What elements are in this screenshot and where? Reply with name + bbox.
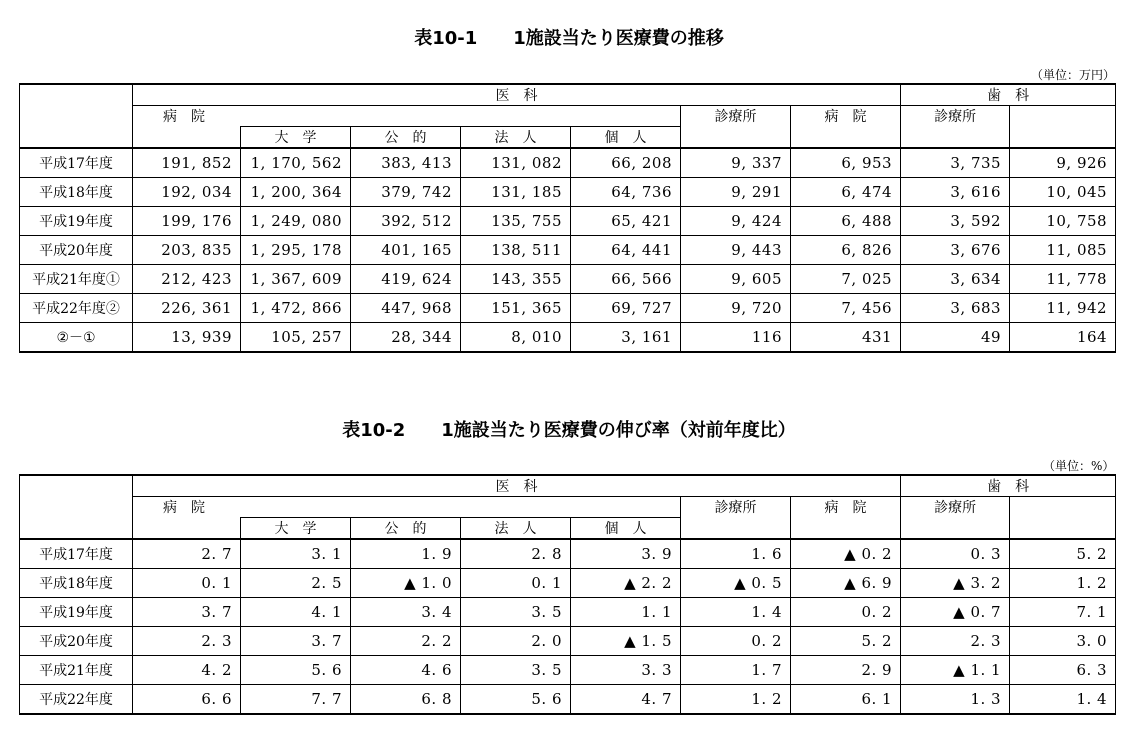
header-byoin: 病 院 — [133, 106, 681, 127]
row-label: 平成17年度 — [20, 148, 133, 178]
data-cell: 3. 9 — [571, 539, 681, 569]
data-cell: 199, 176 — [133, 207, 241, 236]
header-shika-byoin: 病 院 — [791, 106, 901, 149]
data-cell: ▲ 1. 1 — [901, 656, 1010, 685]
data-cell: 143, 355 — [461, 265, 571, 294]
data-cell: 6, 488 — [791, 207, 901, 236]
data-cell: 4. 7 — [571, 685, 681, 715]
row-label: 平成22年度② — [20, 294, 133, 323]
data-cell: 3. 1 — [241, 539, 351, 569]
data-cell: 5. 6 — [461, 685, 571, 715]
data-cell: 0. 2 — [791, 598, 901, 627]
data-cell: 3, 634 — [901, 265, 1010, 294]
data-cell: ▲ 0. 2 — [791, 539, 901, 569]
data-cell: 3, 616 — [901, 178, 1010, 207]
data-cell: 131, 185 — [461, 178, 571, 207]
data-cell: 135, 755 — [461, 207, 571, 236]
row-label: 平成19年度 — [20, 207, 133, 236]
data-cell: ▲ 1. 5 — [571, 627, 681, 656]
table-row — [20, 294, 1116, 323]
data-cell: 28, 344 — [351, 323, 461, 353]
data-cell: 11, 778 — [1010, 265, 1116, 294]
data-cell: 2. 0 — [461, 627, 571, 656]
data-cell: 4. 6 — [351, 656, 461, 685]
header-byoin-blank — [133, 127, 241, 149]
data-cell: 1. 4 — [1010, 685, 1116, 715]
table-row — [20, 685, 1116, 715]
table-row — [20, 148, 1116, 178]
data-cell: 3. 0 — [1010, 627, 1116, 656]
data-cell: 401, 165 — [351, 236, 461, 265]
data-cell: 9, 926 — [1010, 148, 1116, 178]
data-cell: 4. 2 — [133, 656, 241, 685]
table-row — [20, 207, 1116, 236]
table-row — [20, 627, 1116, 656]
data-cell: 1. 2 — [1010, 569, 1116, 598]
row-label: 平成21年度 — [20, 656, 133, 685]
data-cell: ▲ 2. 2 — [571, 569, 681, 598]
header-ika: 医 科 — [133, 475, 901, 497]
data-cell: 3, 683 — [901, 294, 1010, 323]
header-hojin: 法 人 — [461, 518, 571, 540]
table-row — [20, 539, 1116, 569]
data-cell: ▲ 0. 7 — [901, 598, 1010, 627]
table-row — [20, 569, 1116, 598]
data-cell: 1, 170, 562 — [241, 148, 351, 178]
data-cell: 10, 045 — [1010, 178, 1116, 207]
data-cell: 1, 295, 178 — [241, 236, 351, 265]
data-cell: 3. 7 — [241, 627, 351, 656]
header-shika-shinryojo: 診療所 — [901, 106, 1010, 149]
data-cell: 192, 034 — [133, 178, 241, 207]
data-cell: 5. 2 — [1010, 539, 1116, 569]
data-cell: 3. 5 — [461, 598, 571, 627]
data-cell: 2. 8 — [461, 539, 571, 569]
data-cell: 6, 474 — [791, 178, 901, 207]
header-byoin: 病 院 — [133, 497, 681, 518]
header-byoin-blank — [133, 518, 241, 540]
data-cell: 69, 727 — [571, 294, 681, 323]
data-cell: 2. 3 — [133, 627, 241, 656]
table2-title: 表10-2 1施設当たり医療費の伸び率（対前年度比） — [342, 420, 796, 441]
data-cell: 1. 4 — [681, 598, 791, 627]
data-cell: 0. 1 — [461, 569, 571, 598]
data-cell: 379, 742 — [351, 178, 461, 207]
data-cell: 11, 085 — [1010, 236, 1116, 265]
table1-unit: （単位：万円） — [1031, 68, 1116, 82]
header-kojin: 個 人 — [571, 127, 681, 149]
data-cell: 7, 456 — [791, 294, 901, 323]
data-cell: 7. 7 — [241, 685, 351, 715]
data-cell: 392, 512 — [351, 207, 461, 236]
data-cell: 164 — [1010, 323, 1116, 353]
data-cell: 6. 3 — [1010, 656, 1116, 685]
data-cell: 1, 367, 609 — [241, 265, 351, 294]
data-cell: 2. 3 — [901, 627, 1010, 656]
data-cell: ▲ 0. 5 — [681, 569, 791, 598]
data-cell: 116 — [681, 323, 791, 353]
data-cell: 226, 361 — [133, 294, 241, 323]
header-daigaku: 大 学 — [241, 518, 351, 540]
data-cell: 6. 6 — [133, 685, 241, 715]
data-cell: 49 — [901, 323, 1010, 353]
row-label: 平成20年度 — [20, 236, 133, 265]
row-label: 平成19年度 — [20, 598, 133, 627]
header-shinryojo: 診療所 — [681, 497, 791, 540]
data-cell: 3, 161 — [571, 323, 681, 353]
row-label: 平成18年度 — [20, 178, 133, 207]
corner-cell — [20, 475, 133, 539]
data-cell: 3. 4 — [351, 598, 461, 627]
data-cell: 9, 424 — [681, 207, 791, 236]
row-label: 平成18年度 — [20, 569, 133, 598]
header-shika: 歯 科 — [901, 84, 1116, 106]
header-hojin: 法 人 — [461, 127, 571, 149]
table1-title: 表10-1 1施設当たり医療費の推移 — [414, 28, 724, 49]
data-cell: 212, 423 — [133, 265, 241, 294]
row-label: 平成22年度 — [20, 685, 133, 715]
data-cell: 5. 6 — [241, 656, 351, 685]
data-cell: 66, 208 — [571, 148, 681, 178]
data-cell: 1. 3 — [901, 685, 1010, 715]
header-shika-byoin: 病 院 — [791, 497, 901, 540]
table2 — [19, 474, 1116, 715]
data-cell: 105, 257 — [241, 323, 351, 353]
table-row — [20, 598, 1116, 627]
data-cell: 4. 1 — [241, 598, 351, 627]
header-shika: 歯 科 — [901, 475, 1116, 497]
data-cell: 9, 605 — [681, 265, 791, 294]
row-label: 平成21年度① — [20, 265, 133, 294]
corner-cell — [20, 84, 133, 148]
data-cell: 0. 2 — [681, 627, 791, 656]
data-cell: 0. 3 — [901, 539, 1010, 569]
table1 — [19, 83, 1116, 353]
header-kojin: 個 人 — [571, 518, 681, 540]
table2-body — [20, 539, 1116, 714]
header-ika: 医 科 — [133, 84, 901, 106]
data-cell: 64, 736 — [571, 178, 681, 207]
row-label: ②－① — [20, 323, 133, 353]
data-cell: 6. 8 — [351, 685, 461, 715]
table-row — [20, 178, 1116, 207]
data-cell: 131, 082 — [461, 148, 571, 178]
data-cell: ▲ 6. 9 — [791, 569, 901, 598]
data-cell: 3. 7 — [133, 598, 241, 627]
data-cell: ▲ 3. 2 — [901, 569, 1010, 598]
data-cell: 6, 953 — [791, 148, 901, 178]
header-koteki: 公 的 — [351, 127, 461, 149]
data-cell: 1. 6 — [681, 539, 791, 569]
data-cell: 7. 1 — [1010, 598, 1116, 627]
data-cell: 2. 2 — [351, 627, 461, 656]
row-label: 平成20年度 — [20, 627, 133, 656]
table-row — [20, 265, 1116, 294]
data-cell: 1. 2 — [681, 685, 791, 715]
data-cell: 447, 968 — [351, 294, 461, 323]
table-row — [20, 323, 1116, 353]
data-cell: 3. 3 — [571, 656, 681, 685]
table2-unit: （単位：%） — [1043, 459, 1115, 473]
data-cell: 9, 291 — [681, 178, 791, 207]
header-shinryojo: 診療所 — [681, 106, 791, 149]
data-cell: 66, 566 — [571, 265, 681, 294]
data-cell: 65, 421 — [571, 207, 681, 236]
table-row — [20, 656, 1116, 685]
data-cell: 2. 9 — [791, 656, 901, 685]
data-cell: 151, 365 — [461, 294, 571, 323]
data-cell: 431 — [791, 323, 901, 353]
table-row — [20, 236, 1116, 265]
data-cell: 11, 942 — [1010, 294, 1116, 323]
data-cell: 6, 826 — [791, 236, 901, 265]
data-cell: 191, 852 — [133, 148, 241, 178]
data-cell: 1. 7 — [681, 656, 791, 685]
row-label: 平成17年度 — [20, 539, 133, 569]
data-cell: 7, 025 — [791, 265, 901, 294]
data-cell: 3, 676 — [901, 236, 1010, 265]
data-cell: 3, 592 — [901, 207, 1010, 236]
data-cell: 1. 9 — [351, 539, 461, 569]
data-cell: 2. 7 — [133, 539, 241, 569]
table1-body — [20, 148, 1116, 352]
data-cell: 383, 413 — [351, 148, 461, 178]
data-cell: 5. 2 — [791, 627, 901, 656]
data-cell: 8, 010 — [461, 323, 571, 353]
data-cell: 2. 5 — [241, 569, 351, 598]
data-cell: 1, 200, 364 — [241, 178, 351, 207]
data-cell: 203, 835 — [133, 236, 241, 265]
data-cell: 138, 511 — [461, 236, 571, 265]
header-shika-shinryojo: 診療所 — [901, 497, 1010, 540]
data-cell: 9, 337 — [681, 148, 791, 178]
data-cell: 13, 939 — [133, 323, 241, 353]
header-daigaku: 大 学 — [241, 127, 351, 149]
header-koteki: 公 的 — [351, 518, 461, 540]
data-cell: 9, 720 — [681, 294, 791, 323]
data-cell: 6. 1 — [791, 685, 901, 715]
data-cell: ▲ 1. 0 — [351, 569, 461, 598]
data-cell: 3. 5 — [461, 656, 571, 685]
data-cell: 1, 249, 080 — [241, 207, 351, 236]
data-cell: 1. 1 — [571, 598, 681, 627]
data-cell: 3, 735 — [901, 148, 1010, 178]
data-cell: 64, 441 — [571, 236, 681, 265]
data-cell: 0. 1 — [133, 569, 241, 598]
data-cell: 10, 758 — [1010, 207, 1116, 236]
data-cell: 1, 472, 866 — [241, 294, 351, 323]
data-cell: 9, 443 — [681, 236, 791, 265]
data-cell: 419, 624 — [351, 265, 461, 294]
